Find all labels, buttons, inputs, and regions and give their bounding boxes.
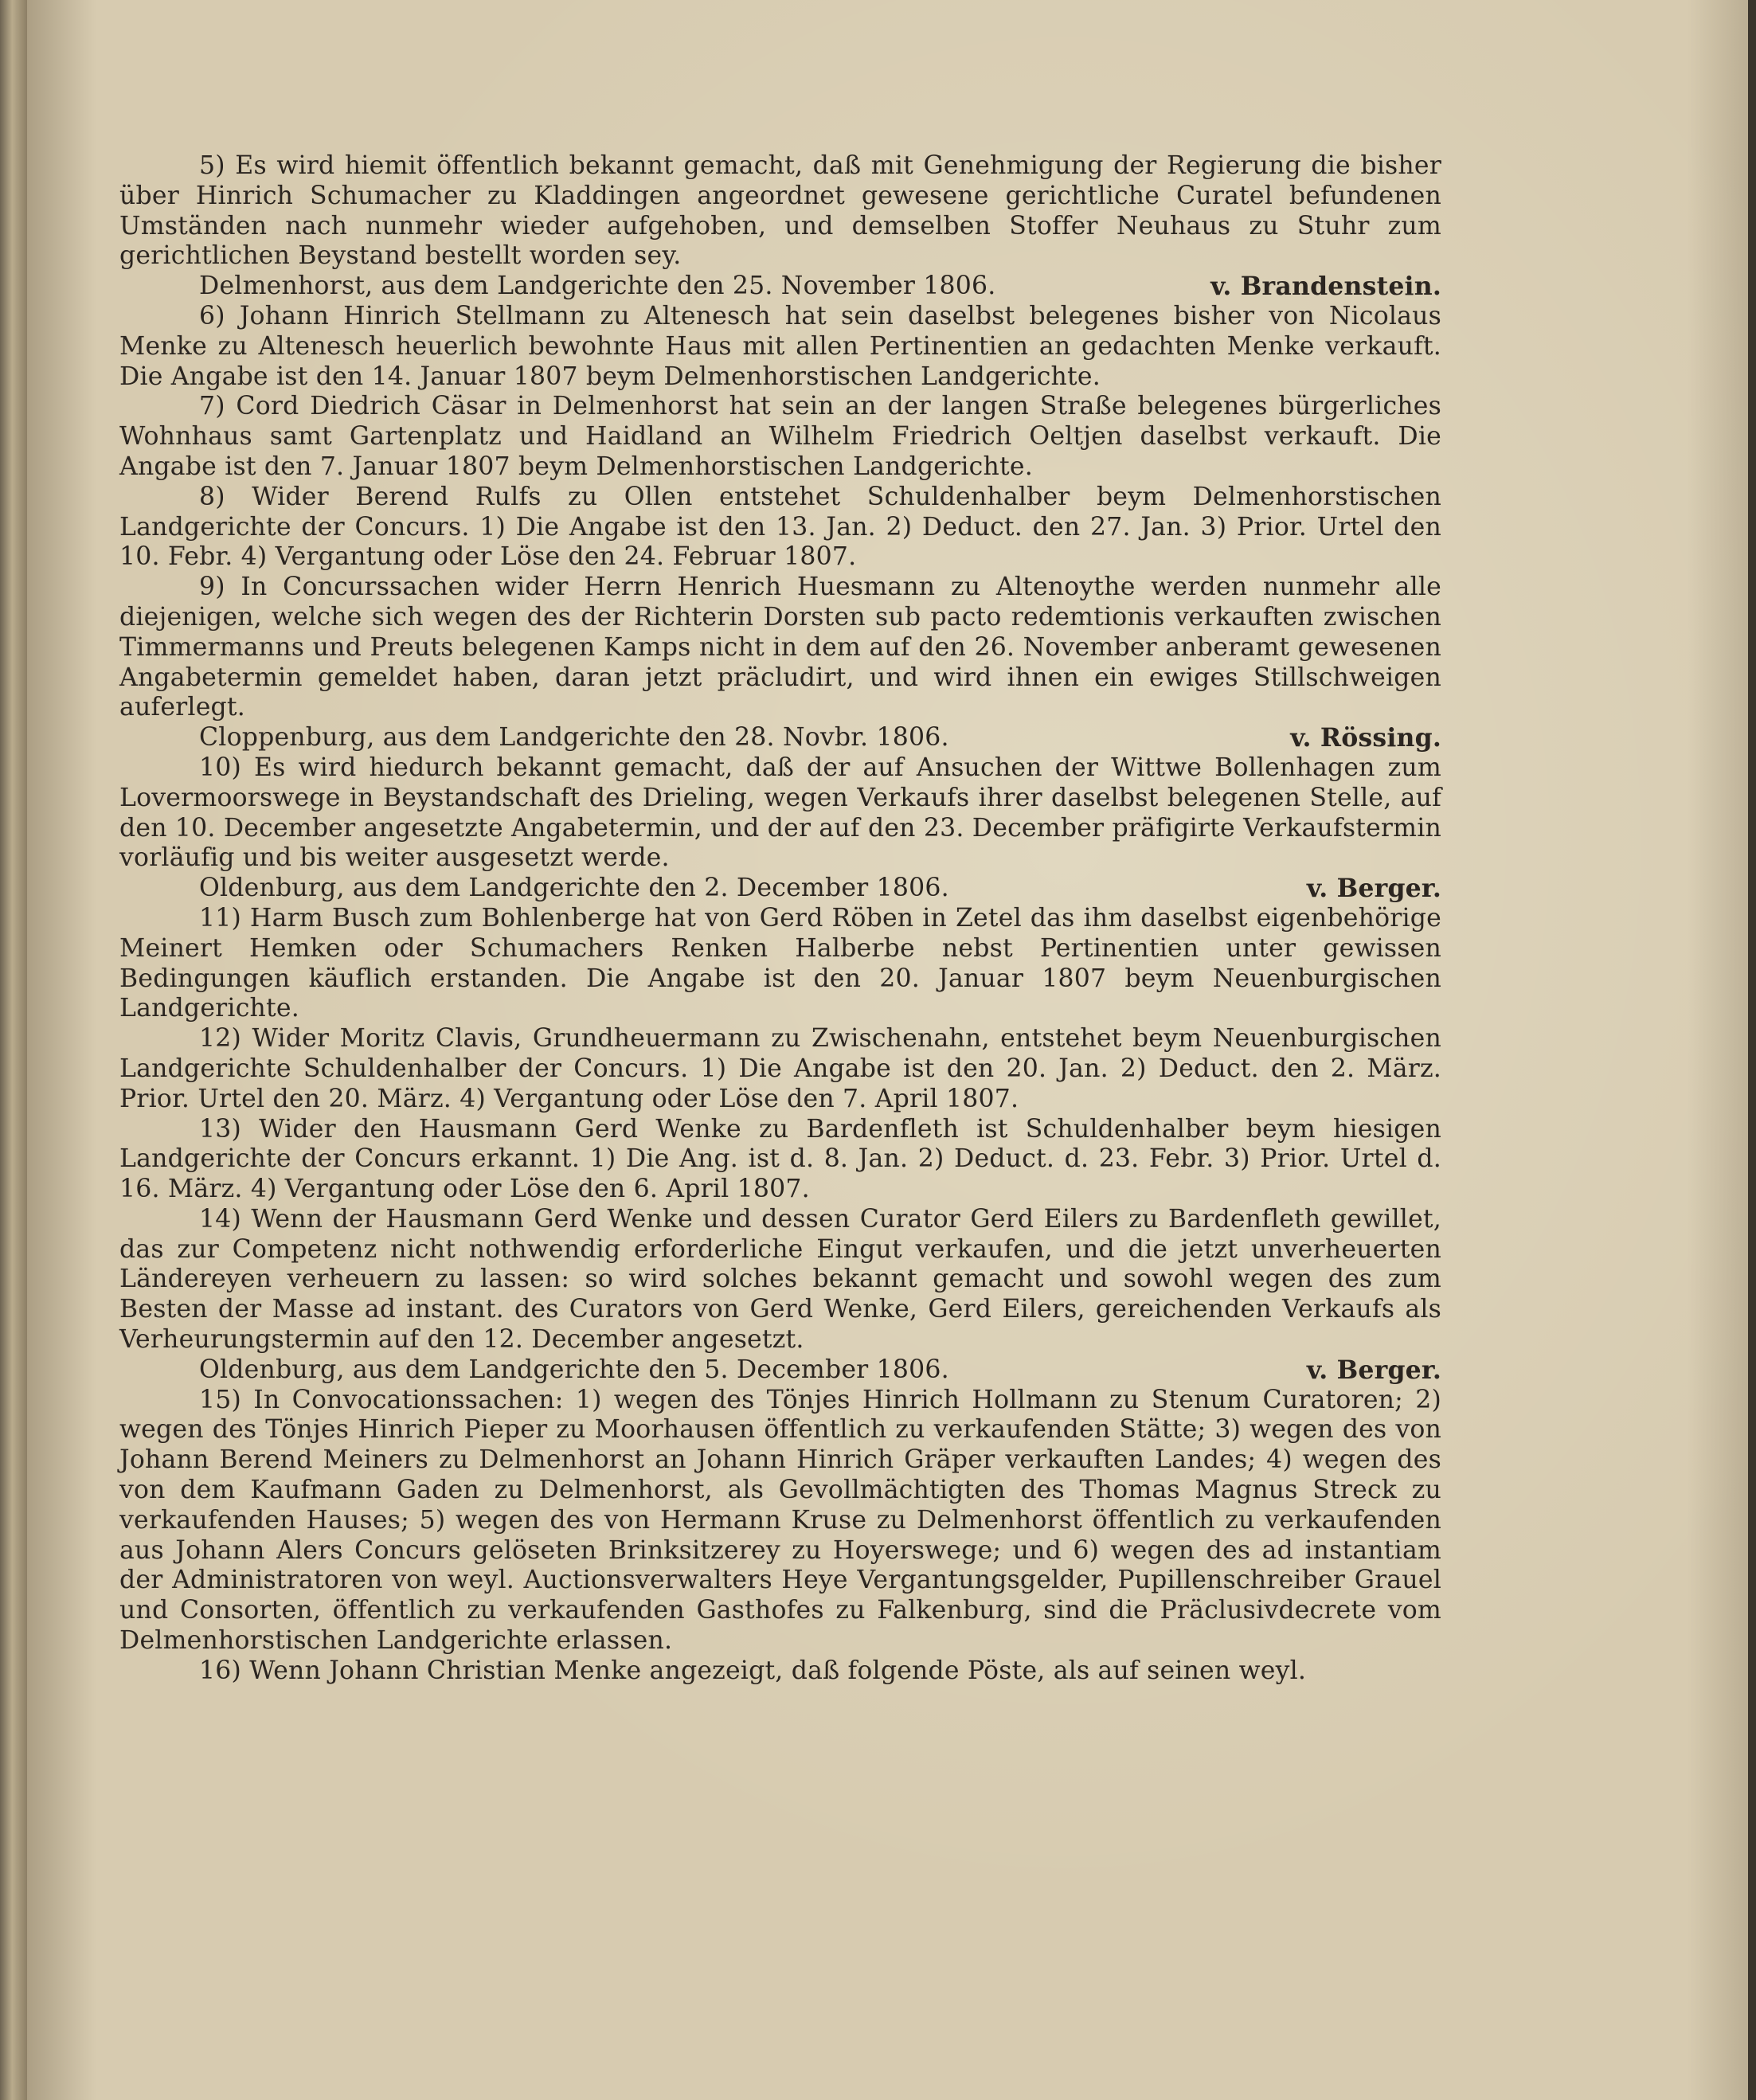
notice-entry-12: 12) Wider Moritz Clavis, Grundheuermann zu Zwischenahn, entstehet beym Neuenburgischen Landgerichte Schuldenhalber der Concurs. 1) Die Angabe ist den 20. Jan. 2) Deduct. den 2. März. Prior. Urtel den 20. März. 4) Vergantung oder Löse den 7. April 1807. [119,1024,1441,1113]
dateline-cloppenburg [119,723,1441,753]
notice-entry-7: 7) Cord Diedrich Cäsar in Delmenhorst hat sein an der langen Straße belegenes bürgerliches Wohnhaus samt Gartenplatz und Haidland an Wilhelm Friedrich Oeltjen daselbst verkauft. Die Angabe ist den 7. Januar 1807 beym Delmenhorstischen Landgerichte. [119,392,1441,481]
notice-entry-8: 8) Wider Berend Rulfs zu Ollen entstehet Schuldenhalber beym Delmenhorstischen Landgerichte der Concurs. 1) Die Angabe ist den 13. Jan. 2) Deduct. den 27. Jan. 3) Prior. Urtel den 10. Febr. 4) Vergantung oder Löse den 24. Februar 1807. [119,482,1441,572]
dateline-place: Cloppenburg, aus dem Landgerichte den 28. Novbr. 1806. [199,723,949,753]
notice-entry-13: 13) Wider den Hausmann Gerd Wenke zu Bardenfleth ist Schuldenhalber beym hiesigen Landgerichte der Concurs erkannt. 1) Die Ang. ist d. 8. Jan. 2) Deduct. d. 23. Febr. 3) Prior. Urtel d. 16. März. 4) Vergantung oder Löse den 6. April 1807. [119,1114,1441,1204]
notice-entry-16: 16) Wenn Johann Christian Menke angezeigt, daß folgende Pöste, als auf seinen weyl. [199,1656,1307,1685]
dateline-place: Delmenhorst, aus dem Landgerichte den 25. November 1806. [199,272,996,301]
notice-entry-5: 5) Es wird hiemit öffentlich bekannt gemacht, daß mit Genehmigung der Regierung die bisher über Hinrich Schumacher zu Kladdingen angeordnet gewesene gerichtliche Curatel befundenen Umständen nach nunmehr wieder aufgehoben, und demselben Stoffer Neuhaus zu Stuhr zum gerichtlichen Beystand bestellt worden sey. [119,151,1441,271]
dateline-place: Oldenburg, aus dem Landgerichte den 5. December 1806. [199,1355,949,1384]
page-edge [1748,0,1756,2100]
book-spine [0,0,27,2100]
dateline-oldenburg-2 [119,1355,1441,1386]
dateline-signer: v. Berger. [1306,874,1441,904]
notice-entry-9: 9) In Concurssachen wider Herrn Henrich Huesmann zu Altenoythe werden nunmehr alle diejenigen, welche sich wegen des der Richterin Dorsten sub pacto redemtionis verkauften zwischen Timmermanns und Preuts belegenen Kamps nicht in dem auf den 26. November anberamt gewesenen Angabetermin gemeldet haben, daran jetzt präcludirt, und wird ihnen ein ewiges Stillschweigen auferlegt. [119,573,1441,722]
dateline-delmenhorst [119,272,1441,302]
notice-entry-14: 14) Wenn der Hausmann Gerd Wenke und dessen Curator Gerd Eilers zu Bardenfleth gewillet, das zur Competenz nicht nothwendig erforderliche Eingut verkaufen, und die jetzt unverheuerten Ländereyen verheuern zu lassen: so wird solches bekannt gemacht und sowohl wegen des zum Besten der Masse ad instant. des Curators von Gerd Wenke, Gerd Eilers, gereichenden Verkaufs als Verheurungstermin auf den 12. December angesetzt. [119,1204,1441,1355]
notice-entry-11: 11) Harm Busch zum Bohlenberge hat von Gerd Röben in Zetel das ihm daselbst eigenbehörige Meinert Hemken oder Schumachers Renken Halberbe nebst Pertinentien unter gewissen Bedingungen käuflich erstanden. Die Angabe ist den 20. Januar 1807 beym Neuenburgischen Landgerichte. [119,903,1441,1023]
notice-text-block [119,151,1441,1687]
notice-entry-6: 6) Johann Hinrich Stellmann zu Altenesch hat sein daselbst belegenes bisher von Nicolaus Menke zu Altenesch heuerlich bewohnte Haus mit allen Pertinentien an gedachten Menke verkauft. Die Angabe ist den 14. Januar 1807 beym Delmenhorstischen Landgerichte. [119,301,1441,391]
dateline-signer: v. Berger. [1306,1355,1441,1385]
dateline-signer: v. Brandenstein. [1210,272,1441,302]
dateline-oldenburg-1 [119,874,1441,904]
notice-entry-10: 10) Es wird hiedurch bekannt gemacht, daß der auf Ansuchen der Wittwe Bollenhagen zum Lovermoorswege in Beystandschaft des Drieling, wegen Verkaufs ihrer daselbst belegenen Stelle, auf den 10. December angesetzte Angabetermin, und der auf den 23. December präfigirte Verkaufstermin vorläufig und bis weiter ausgesetzt werde. [119,753,1441,873]
notice-entry-15: 15) In Convocationssachen: 1) wegen des Tönjes Hinrich Hollmann zu Stenum Curatoren; 2) wegen des Tönjes Hinrich Pieper zu Moorhausen öffentlich zu verkaufenden Stätte; 3) wegen des von Johann Berend Meiners zu Delmenhorst an Johann Hinrich Gräper verkauften Landes; 4) wegen des von dem Kaufmann Gaden zu Delmenhorst, als Gevollmächtigten des Thomas Magnus Streck zu verkaufenden Hauses; 5) wegen des von Hermann Kruse zu Delmenhorst öffentlich zu verkaufenden aus Johann Alers Concurs gelöseten Brinksitzerey zu Hoyerswege; und 6) wegen des ad instantiam der Administratoren von weyl. Auctionsverwalters Heye Vergantungsgelder, Pupillenschreiber Grauel und Consorten, öffentlich zu verkaufenden Gasthofes zu Falkenburg, sind die Präclusivdecrete vom Delmenhorstischen Landgerichte erlassen. [119,1385,1441,1656]
dateline-place: Oldenburg, aus dem Landgerichte den 2. December 1806. [199,874,949,903]
dateline-signer: v. Rössing. [1290,723,1441,753]
